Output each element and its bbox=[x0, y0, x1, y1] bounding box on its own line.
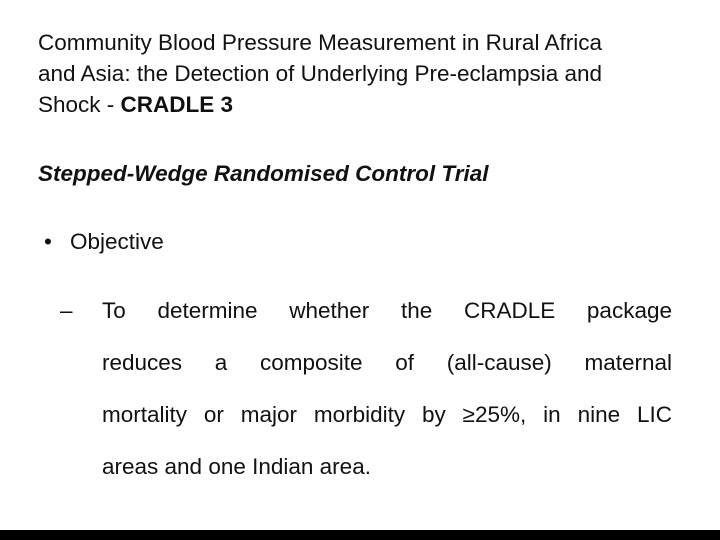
bullet-label: Objective bbox=[70, 229, 164, 254]
sub-bullet-line-4: areas and one Indian area. bbox=[102, 454, 371, 479]
title-line-2: and Asia: the Detection of Underlying Pre-eclampsia and bbox=[38, 61, 603, 86]
bullet-marker: • bbox=[44, 229, 52, 254]
sub-bullet-marker: – bbox=[60, 298, 73, 323]
sub-bullet-line-2: reduces a composite of (all-cause) maternal bbox=[102, 350, 672, 375]
slide-subtitle: Stepped-Wedge Randomised Control Trial bbox=[38, 161, 489, 186]
slide-title bbox=[38, 27, 698, 120]
sub-bullet-line-1: – To determine whether the CRADLE package bbox=[60, 285, 672, 337]
sub-bullet-line-3: mortality or major morbidity by ≥25%, in nine LIC bbox=[102, 402, 672, 427]
title-trial-name: CRADLE 3 bbox=[120, 92, 234, 117]
bottom-border-bar bbox=[0, 530, 720, 540]
title-line-3 bbox=[38, 89, 698, 120]
title-line-1: Community Blood Pressure Measurement in Rural Africa bbox=[38, 30, 602, 55]
title-line-3-prefix: Shock - bbox=[38, 92, 121, 117]
sub-bullet-objective-text bbox=[60, 285, 672, 493]
bullet-objective bbox=[44, 229, 164, 255]
